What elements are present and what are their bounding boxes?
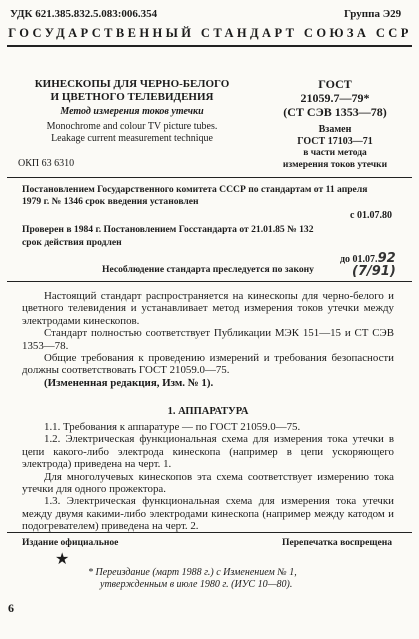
decree-line1: Постановлением Государственного комитета СССР по стандартам от 11 апреля [22,184,368,195]
replaces-note-1: в части метода [303,148,367,158]
intro-paragraph-2: Стандарт полностью соответствует Публикации МЭК 151—15 и СТ СЭВ 1353—78. [22,327,394,352]
english-title-line1: Monochrome and colour TV picture tubes. [46,121,218,132]
footer-divider [7,532,412,533]
gost-label: ГОСТ [318,77,352,91]
handwritten-year: 92 [377,251,396,266]
law-notice: Несоблюдение стандарта преследуется по закону [102,264,314,275]
reissue-line2: утвержденным в июле 1980 г. (ИУС 10—80). [100,579,293,590]
reissue-line1: * Переиздание (март 1988 г.) с Изменением № 1, [88,567,297,578]
group-code: Группа Э29 [344,8,402,20]
replaces-gost: ГОСТ 17103—71 [297,136,373,147]
clause-1-2: 1.2. Электрическая функциональная схема для измерения тока утечки в цепи какого-либо электрода кинескопа (например в цепи ускоряющего электрода) приведена на черт. 1. [22,433,394,471]
header-divider [7,45,412,47]
cmea-number: (СТ СЭВ 1353—78) [283,105,387,119]
star-icon: ★ [55,551,70,568]
intro-paragraph-1: Настоящий стандарт распространяется на кинескопы для черно-белого и цветного телевидения и устанавливает метод измерения токов утечки между электродами кинескопов. [22,290,394,327]
section-heading: 1. АППАРАТУРА [167,406,249,417]
standard-title: ГОСУДАРСТВЕННЫЙ СТАНДАРТ СОЮЗА ССР [8,26,412,40]
title-divider [7,177,412,178]
check-line2: срок действия продлен [22,237,122,248]
section-1-body [22,421,394,533]
page-number: 6 [8,601,14,615]
intro-amendment: (Измененная редакция, Изм. № 1). [44,376,214,389]
okp-code: ОКП 63 6310 [18,158,75,169]
decree-line2: 1979 г. № 1346 срок введения установлен [22,196,199,207]
date-until-label: до 01.07. [340,254,378,265]
clause-1-3: 1.3. Электрическая функциональная схема для измерения тока утечки между двумя какими-либо электродами кинескопа (например между катодом и подогревателем) приведена на черт. 2. [22,495,394,533]
intro-paragraph-3: Общие требования к проведению измерений и требования безопасности должны соответствовать ГОСТ 21059.0—75. [22,352,394,377]
title-line2: И ЦВЕТНОГО ТЕЛЕВИДЕНИЯ [50,91,214,103]
subtitle: Метод измерения токов утечки [60,106,204,117]
date-from: с 01.07.80 [350,210,392,221]
english-title-line2: Leakage current measurement technique [51,133,213,144]
clause-1-1: 1.1. Требования к аппаратуре — по ГОСТ 21059.0—75. [44,421,301,433]
replaces-label: Взамен [318,124,352,135]
udk-code: УДК 621.385.832.5.083:006.354 [10,8,158,20]
intro-section [22,290,394,389]
gost-number: 21059.7—79* [300,91,370,105]
decree-divider [7,281,412,282]
clause-1-2-note: Для многолучевых кинескопов эта схема соответствует измерению тока утечки для одного прожектора. [22,470,394,496]
handwritten-note: (7/91) [352,264,396,279]
title-line1: КИНЕСКОПЫ ДЛЯ ЧЕРНО-БЕЛОГО [34,78,230,90]
check-line1: Проверен в 1984 г. Постановлением Госстандарта от 21.01.85 № 132 [22,224,314,235]
official-edition: Издание официальное [22,537,119,548]
reprint-forbidden: Перепечатка воспрещена [282,537,393,548]
replaces-note-2: измерения токов утечки [282,160,388,170]
